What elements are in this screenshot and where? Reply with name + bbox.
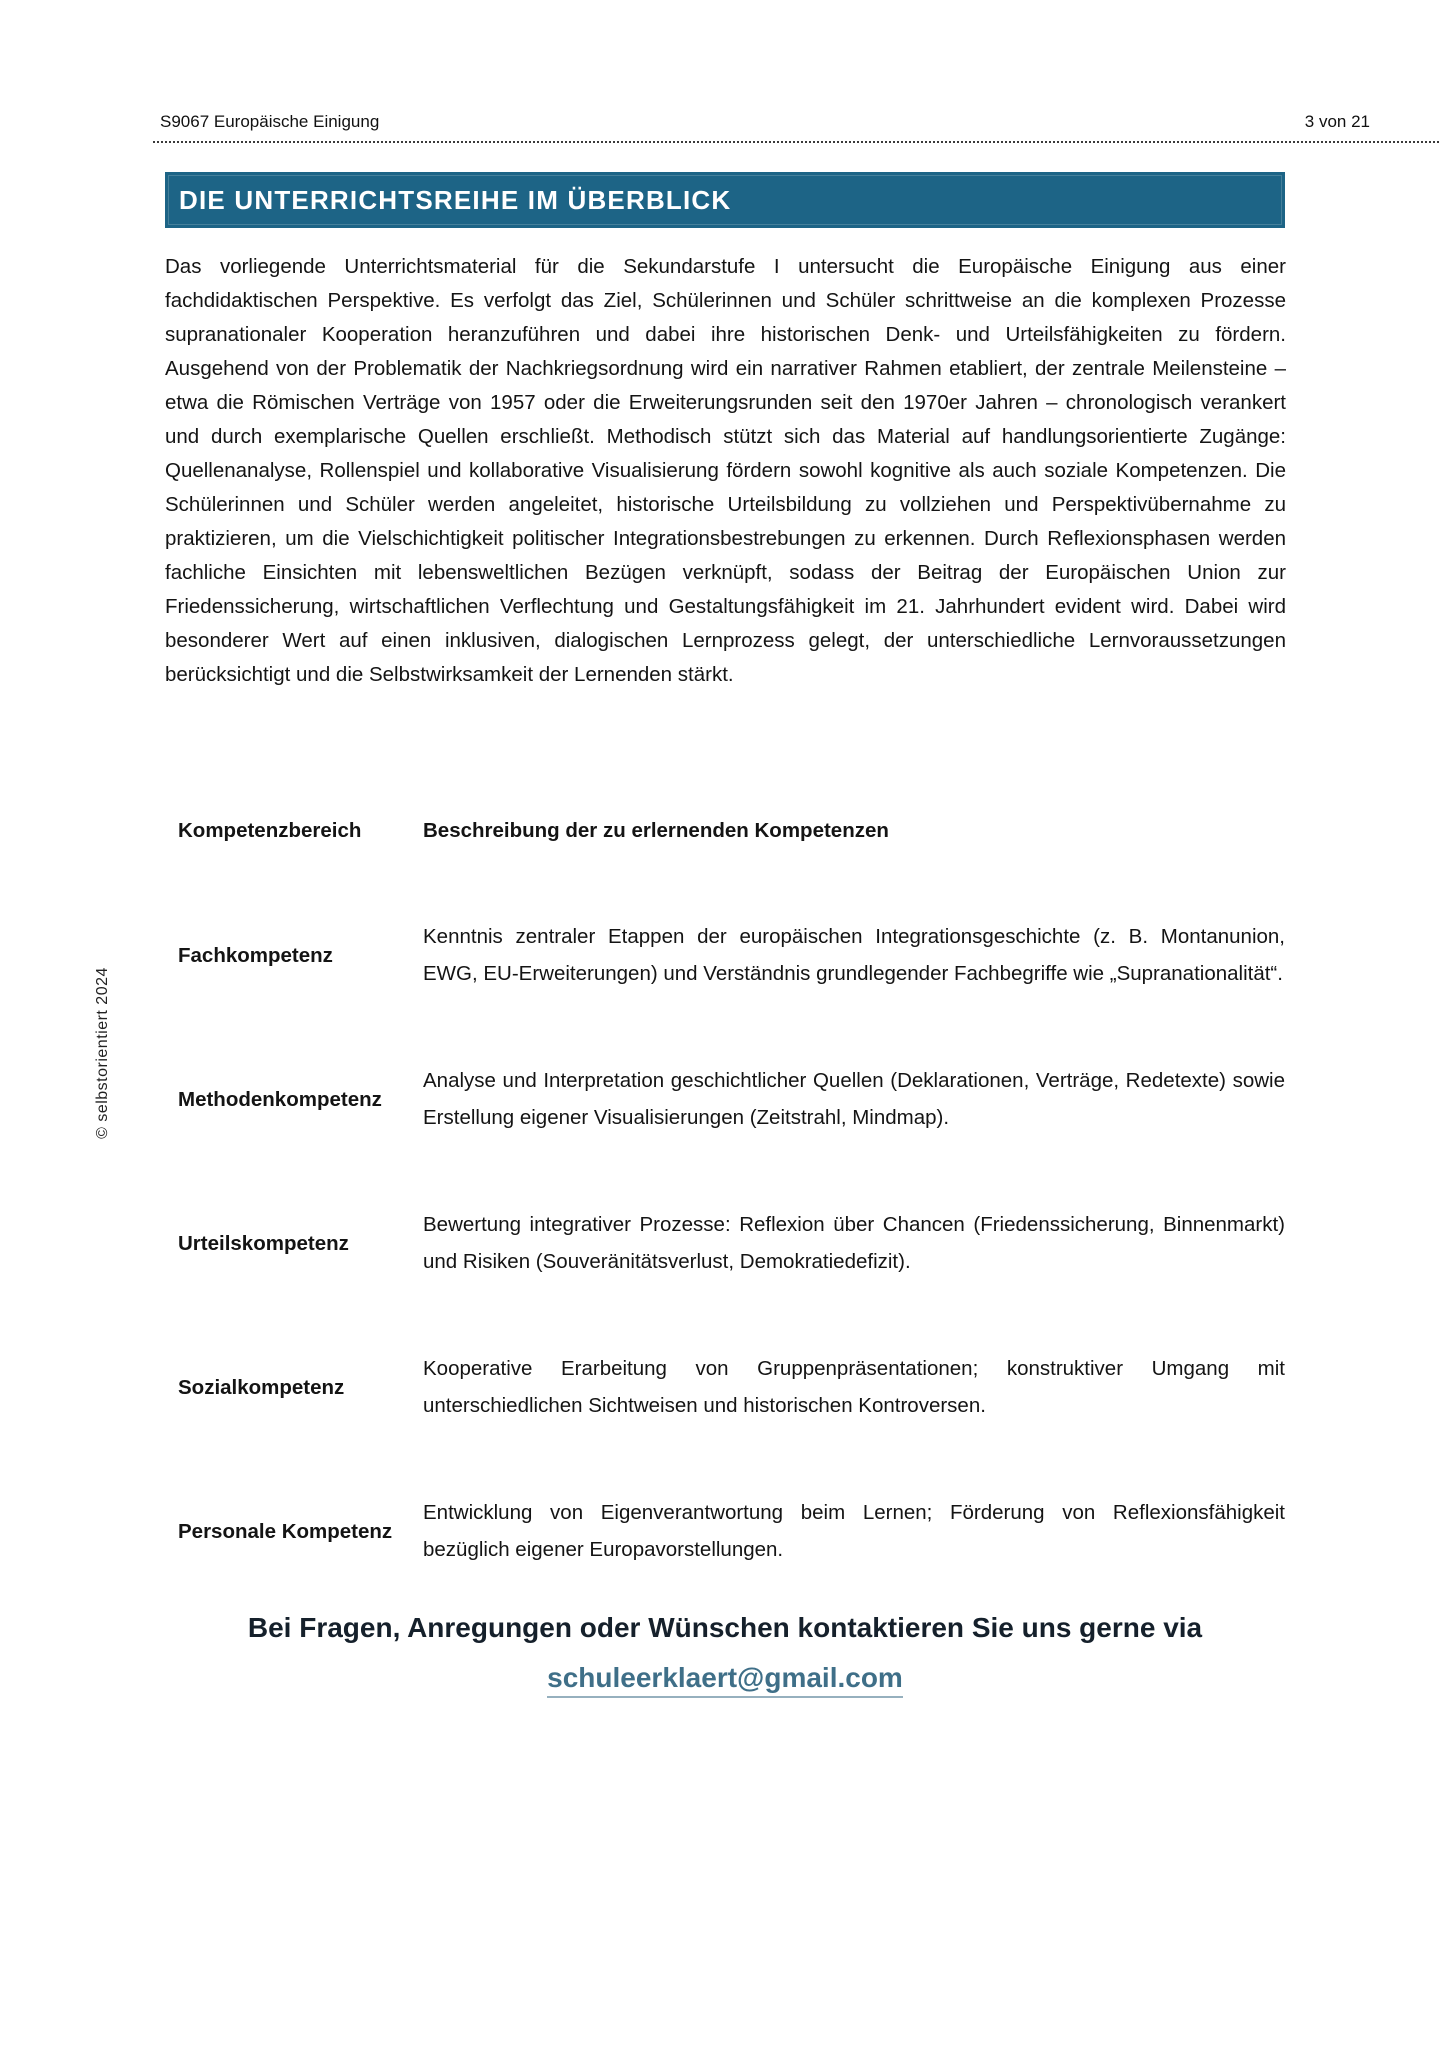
table-row	[165, 883, 1285, 1027]
table-row	[165, 1315, 1285, 1459]
competence-description: Kooperative Erarbeitung von Gruppenpräsentationen; konstruktiver Umgang mit unterschiedlichen Sichtweisen und historischen Kontroversen.	[423, 1357, 1285, 1417]
table-row	[165, 1027, 1285, 1171]
table-row	[165, 1459, 1285, 1603]
competence-area-label: Personale Kompetenz	[178, 1519, 393, 1543]
page-header	[160, 112, 1370, 132]
column-header-kompetenzbereich: Kompetenzbereich	[178, 819, 362, 842]
competence-area-label: Fachkompetenz	[178, 943, 333, 967]
competence-description: Entwicklung von Eigenverantwortung beim Lernen; Förderung von Reflexionsfähigkeit bezüglich eigener Europavorstellungen.	[423, 1501, 1285, 1561]
competence-description: Kenntnis zentraler Etappen der europäischen Integrationsgeschichte (z. B. Montanunion, EWG, EU-Erweiterungen) und Verständnis grundlegender Fachbegriffe wie „Supranationalität“.	[423, 925, 1285, 985]
contact-text: Bei Fragen, Anregungen oder Wünschen kontaktieren Sie uns gerne via	[247, 1612, 1203, 1643]
table-row	[165, 1171, 1285, 1315]
contact-footer	[165, 1608, 1285, 1698]
page-number: 3 von 21	[1304, 112, 1370, 131]
section-title: DIE UNTERRICHTSREIHE IM ÜBERBLICK	[179, 184, 732, 215]
competence-area-label: Methodenkompetenz	[178, 1087, 382, 1111]
competence-area-label: Sozialkompetenz	[178, 1375, 345, 1399]
competence-table	[165, 800, 1285, 1603]
contact-email-link[interactable]: schuleerklaert@gmail.com	[547, 1662, 903, 1698]
competence-description: Analyse und Interpretation geschichtlicher Quellen (Deklarationen, Verträge, Redetexte) sowie Erstellung eigener Visualisierungen (Zeitstrahl, Mindmap).	[423, 1069, 1285, 1129]
competence-area-label: Urteilskompetenz	[178, 1231, 349, 1255]
intro-paragraph: Das vorliegende Unterrichtsmaterial für die Sekundarstufe I untersucht die Europäische Einigung aus einer fachdidaktischen Perspektive. Es verfolgt das Ziel, Schülerinnen und Schüler schrittweise an die komplexen Prozesse supranationaler Kooperation heranzuführen und dabei ihre historischen Denk- und Urteilsfähigkeiten zu fördern. Ausgehend von der Problematik der Nachkriegsordnung wird ein narrativer Rahmen etabliert, der zentrale Meilensteine – etwa die Römischen Verträge von 1957 oder die Erweiterungsrunden seit den 1970er Jahren – chronologisch verankert und durch exemplarische Quellen erschließt. Methodisch stützt sich das Material auf handlungsorientierte Zugänge: Quellenanalyse, Rollenspiel und kollaborative Visualisierung fördern sowohl kognitive als auch soziale Kompetenzen. Die Schülerinnen und Schüler werden angeleitet, historische Urteilsbildung zu vollziehen und Perspektivübernahme zu praktizieren, um die Vielschichtigkeit politischer Integrationsbestrebungen zu erkennen. Durch Reflexionsphasen werden fachliche Einsichten mit lebensweltlichen Bezügen verknüpft, sodass der Beitrag der Europäischen Union zur Friedenssicherung, wirtschaftlichen Verflechtung und Gestaltungsfähigkeit im 21. Jahrhundert evident wird. Dabei wird besonderer Wert auf einen inklusiven, dialogischen Lernprozess gelegt, der unterschiedliche Lernvoraussetzungen berücksichtigt und die Selbstwirksamkeit der Lernenden stärkt.	[165, 255, 1286, 686]
competence-description: Bewertung integrativer Prozesse: Reflexion über Chancen (Friedenssicherung, Binnenmarkt) und Risiken (Souveränitätsverlust, Demokratiedefizit).	[423, 1213, 1285, 1273]
column-header-beschreibung: Beschreibung der zu erlernenden Kompetenzen	[423, 819, 889, 842]
copyright-sidenote: © selbstorientiert 2024	[94, 967, 111, 1139]
header-divider	[153, 141, 1440, 143]
table-header-row	[165, 800, 1285, 883]
section-title-banner	[165, 172, 1285, 228]
document-code: S9067 Europäische Einigung	[160, 112, 380, 131]
